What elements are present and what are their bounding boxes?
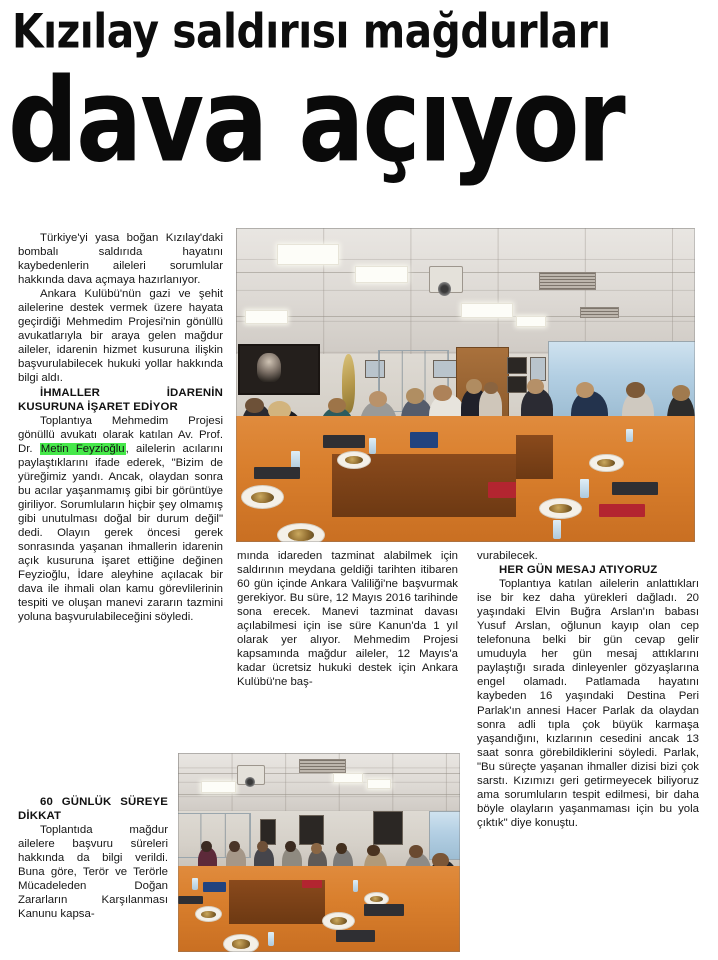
participant-head [433,385,451,401]
wall-picture [373,811,403,845]
participant-head [626,382,644,398]
ceiling-lamp [201,781,237,793]
water-bottle [580,479,588,498]
desk-pad [302,880,322,888]
ceiling-lamp [367,779,392,789]
paragraph-feyzioglu-part2: , ailelerin acılarını paylaştıklarını ifade ederek, "Bizim de yüreğimiz yandı. Ancak, olaydan sonra bu acılar yaşanmamış gibi bir görüntüye giriliyor. Sorumluların hiçbir şey olmamış gibi unutulması doğal bir durum değil" dedi. Olayın gerek öncesi gerek sonrasında yaşanan ihmallerin idarenin açık kusuruna işaret ettiğine değinen Feyzioğlu, İdare aleyhine açılacak bir dava ile ihmali olan kamu görevlilerinin tespiti ve oluşan manevi zararın tazmini yoluna başvurulabileceğini söyledi. [18,442,223,624]
desk-pad [364,904,403,916]
desk-box [203,882,226,892]
participant-head [406,388,424,404]
article-column-1-lower [18,795,168,921]
wall-picture [507,357,527,375]
article-column-2 [237,549,458,689]
headline-main: dava açıyor [8,54,624,189]
plate [589,454,623,472]
photo-meeting-room-top [236,228,695,542]
paragraph-tazminat: mında idareden tazminat alabilmek için saldırının meydana geldiği tarihten itibaren 60 gün içinde Ankara Valiliği'ne başvurmak gerekiyor. Bu süre, 12 Mayıs 2016 tarihinde sona erecek. Manevi tazminat davası açılabilmesi için ise süre Kanun'da 1 yıl olarak yer alıyor. Mehmedim Projesi kapsamında mağdur aileler, 12 Mayıs'a kadar ücretsiz hukuki destek için Ankara Kulübü'ne baş- [237,550,458,689]
photo-bottom-scene [178,753,460,952]
desk-pad [599,504,645,517]
participant-head [576,382,594,398]
water-bottle [268,932,274,946]
ceiling-vent [299,759,346,773]
plate [539,498,582,519]
desk-box [488,482,516,498]
paragraph-basvuru-sureleri: Toplantıda mağdur ailelere başvuru süreleri hakkında da bilgi verildi. Buna göre, Terör ve Terörle Mücadeleden Doğan Zararların Karşılanması Kanunu kapsa- [18,824,168,921]
plate [322,912,355,930]
ceiling-projector [429,266,463,293]
participant-head [201,841,212,853]
wall-picture [299,815,324,845]
participant-head [672,385,690,401]
water-bottle [353,880,359,892]
paragraph-feyzioglu [18,414,223,625]
plate [277,523,325,542]
ceiling-vent [580,307,619,318]
desk-pad [323,435,364,448]
article-column-1 [18,231,223,624]
plate [337,451,371,469]
wall-picture [507,376,527,394]
framed-portrait [238,344,320,395]
water-bottle [192,878,198,890]
subhead-ihmaller: İHMALLER İDARENİN KUSURUNA İŞARET EDİYOR [18,386,223,413]
water-bottle [369,438,376,454]
highlighted-person-name: Metin Feyzioğlu [40,442,125,455]
table-base [516,435,553,479]
ceiling-lamp [355,266,407,284]
paragraph-lead: Türkiye'yi yasa boğan Kızılay'daki bombalı saldırıda hayatını kaybedenlerin aileleri sorumlular hakkında dava açmaya hazırlanıyor. [18,232,223,287]
plate [223,934,259,952]
paragraph-vurabilecek: vurabilecek. [477,550,538,562]
photo-top-scene [236,228,695,542]
water-bottle [553,520,561,539]
desk-pad [254,467,300,480]
ceiling-lamp [333,773,363,783]
ceiling-vent [539,272,596,290]
water-bottle [626,429,633,442]
ceiling-lamp [516,316,546,327]
participant-head [245,398,263,414]
desk-pad [336,930,375,942]
paragraph-feyzioglu-part1: Toplantıya Mehmedim Projesi gönüllü avukatı olarak katılan Av. Prof. Dr. [18,414,223,455]
participant-head [466,379,482,395]
wall-picture [530,357,546,381]
headline-block [0,0,718,212]
subhead-her-gun-mesaj: HER GÜN MESAJ ATIYORUZ [499,564,658,577]
desk-pad [612,482,658,495]
subhead-60-gunluk: 60 GÜNLÜK SÜREYE DİKKAT [18,796,168,823]
desk-box [410,432,438,448]
desk-pad [178,896,203,904]
article-column-3 [477,549,699,830]
ceiling-lamp [461,303,513,318]
paragraph-aile-anlatimlari: Toplantıya katılan ailelerin anlattıkları ise bir kez daha yürekleri dağladı. 20 yaşındaki Elvin Buğra Arslan'ın babası Yusuf Arslan, oğlunun kayıp olan cep telefonuna belki bir gün cevap gelir umuduyla her gün mesaj attıklarını paylaştığı sırada dinleyenler gözyaşlarına engel olamadı. Patlamada hayatını kaybeden 16 yaşındaki Destina Peri Parlak'ın annesi Hacer Parlak da olaydan sonra adli tıpla çok büyük karmaşa yaşandığını, kızlarının cesedini ancak 13 saat sonra görebildiklerini söyledi. Parlak, "Bu süreçte yaşanan ihmaller dizisi bizi çok sarstı. Kızımızı geri getirmeyecek biliyoruz ama sorumluların tespit edilmesi, bir daha böyle olayların yaşanmaması için bu yola çıktık" diye konuştu. [477,578,699,829]
ceiling-lamp [277,244,339,265]
participant-head [527,379,543,395]
ceiling-projector [237,765,264,785]
headline-kicker: Kızılay saldırısı mağdurları [12,3,611,59]
participant-head [367,845,380,857]
photo-meeting-room-bottom [178,753,460,952]
wall-picture [433,360,458,378]
ceiling-lamp [245,310,288,325]
paragraph-meeting: Ankara Kulübü'nün gazi ve şehit ailelerine destek vermek üzere hayata geçirdiği Mehmedim Projesi'nin gönüllü avukatlarıyla bir araya gelen mağdur aileler, idarenin hizmet kusuruna ilişkin başvurulabilecek hukuki yollar hakkında bilgi aldı. [18,288,223,385]
participant-head [311,843,322,855]
participant-head [484,382,498,395]
